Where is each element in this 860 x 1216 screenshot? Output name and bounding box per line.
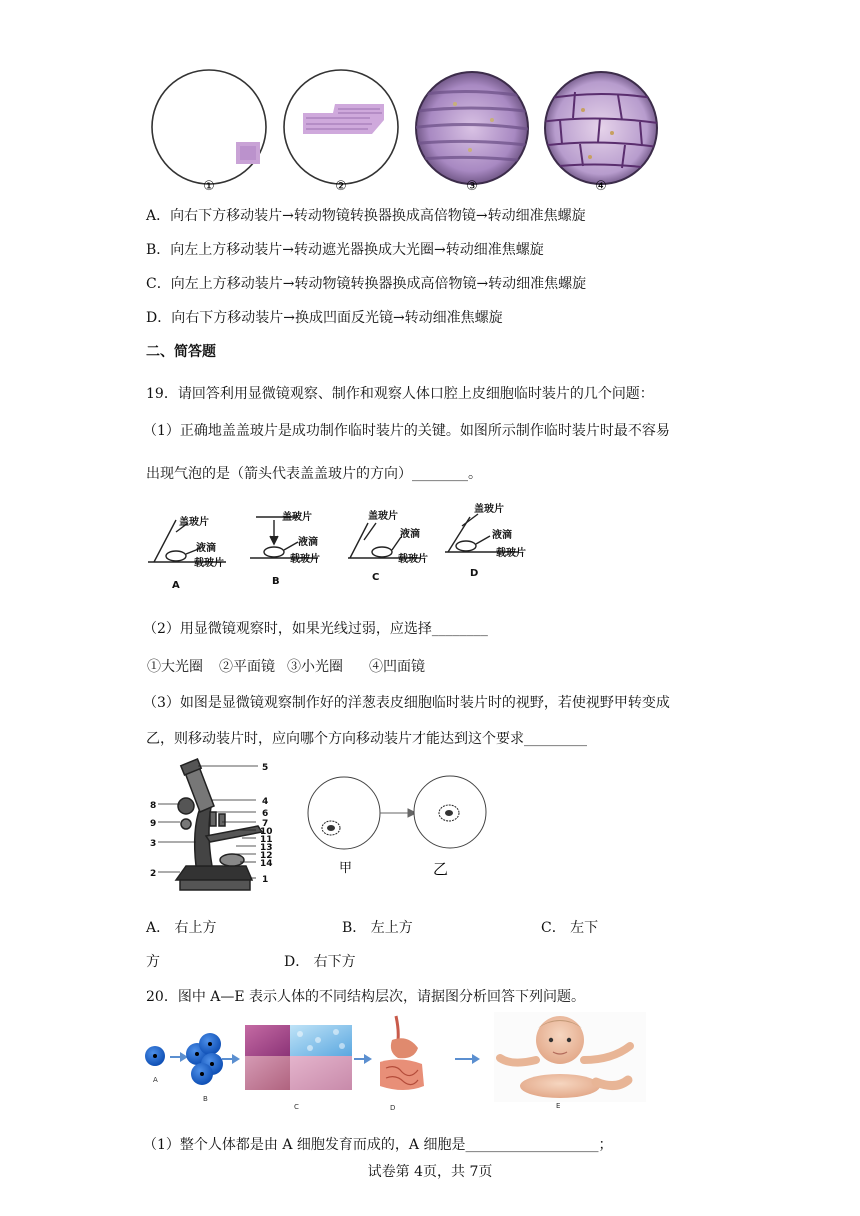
microscope-num-6: 6 bbox=[262, 809, 269, 819]
field-label-4: ④ bbox=[595, 179, 607, 194]
section-title: 二、简答题 bbox=[146, 344, 216, 360]
q19-part3-line2: 乙，则移动装片时，应向哪个方向移动装片才能达到这个要求_________ bbox=[146, 731, 587, 747]
q19-choice-c: C． 左下 bbox=[541, 920, 599, 936]
level-label-e: E bbox=[556, 1102, 561, 1110]
q19-choice-d: D． 右下方 bbox=[284, 954, 356, 970]
field-label-2: ② bbox=[335, 179, 347, 194]
level-a-cell bbox=[145, 1046, 165, 1066]
label-zaibo-a: 载玻片 bbox=[194, 558, 224, 569]
q19-part3-line1: （3）如图是显微镜观察制作好的洋葱表皮细胞临时装片时的视野，若使视野甲转变成 bbox=[143, 695, 670, 711]
letter-c: C bbox=[372, 572, 380, 583]
q19-part1-line2: 出现气泡的是（箭头代表盖盖玻片的方向）________。 bbox=[146, 466, 482, 482]
label-yedi-b: 液滴 bbox=[298, 537, 318, 548]
q19-choice-b: B． 左上方 bbox=[342, 920, 413, 936]
page-footer: 试卷第 4页，共 7页 bbox=[367, 1164, 493, 1180]
microscope-num-5: 5 bbox=[262, 763, 269, 773]
microscope-num-1: 1 bbox=[262, 875, 269, 885]
field-label-jia: 甲 bbox=[339, 861, 353, 876]
option-flat-mirror: ②平面镜 bbox=[219, 659, 275, 675]
q18-option-b: B．向左上方移动装片→转动遮光器换成大光圈→转动细准焦螺旋 bbox=[146, 242, 544, 258]
option-small-aperture: ③小光圈 bbox=[287, 659, 343, 675]
letter-d: D bbox=[470, 568, 479, 579]
label-zaibo-c: 载玻片 bbox=[398, 554, 428, 565]
microscope-num-10: 10 bbox=[260, 827, 273, 837]
label-yedi-a: 液滴 bbox=[196, 543, 216, 554]
microscope-num-12: 12 bbox=[260, 851, 273, 861]
level-label-a: A bbox=[153, 1076, 158, 1084]
label-gaibo-d: 盖玻片 bbox=[474, 504, 504, 515]
microscope-num-4: 4 bbox=[262, 797, 269, 807]
q19-choice-c-cont: 方 bbox=[146, 954, 160, 970]
q18-option-c: C．向左上方移动装片→转动物镜转换器换成高倍物镜→转动细准焦螺旋 bbox=[146, 276, 587, 292]
q19-part1-line1: （1）正确地盖盖玻片是成功制作临时装片的关键。如图所示制作临时装片时最不容易 bbox=[143, 423, 670, 439]
label-zaibo-b: 载玻片 bbox=[290, 554, 320, 565]
label-yedi-c: 液滴 bbox=[400, 529, 420, 540]
letter-b: B bbox=[272, 576, 280, 587]
option-concave-mirror: ④凹面镜 bbox=[369, 659, 425, 675]
level-label-c: C bbox=[294, 1103, 299, 1111]
microscope-num-7: 7 bbox=[262, 819, 269, 829]
q18-option-a: A．向右下方移动装片→转动物镜转换器换成高倍物镜→转动细准焦螺旋 bbox=[146, 208, 586, 224]
label-zaibo-d: 载玻片 bbox=[496, 548, 526, 559]
microscope-num-9: 9 bbox=[150, 819, 157, 829]
microscope-num-3: 3 bbox=[150, 839, 157, 849]
microscope-num-13: 13 bbox=[260, 843, 273, 853]
label-gaibo-b: 盖玻片 bbox=[282, 512, 312, 523]
q19-stem: 19．请回答利用显微镜观察、制作和观察人体口腔上皮细胞临时装片的几个问题： bbox=[146, 386, 654, 402]
q19-part2: （2）用显微镜观察时，如果光线过弱，应选择________ bbox=[143, 621, 488, 637]
level-b-cells bbox=[186, 1033, 223, 1085]
level-e-baby-image bbox=[494, 1012, 646, 1102]
field-label-3: ③ bbox=[466, 179, 478, 194]
microscope-num-8: 8 bbox=[150, 801, 157, 811]
microscope-num-2: 2 bbox=[150, 869, 157, 879]
q19-choice-a: A． 右上方 bbox=[146, 920, 217, 936]
label-yedi-d: 液滴 bbox=[492, 530, 512, 541]
q20-part1: （1）整个人体都是由 A 细胞发育而成的，A 细胞是___________________； bbox=[143, 1137, 613, 1153]
q18-option-d: D．向右下方移动装片→换成凹面反光镜→转动细准焦螺旋 bbox=[146, 310, 503, 326]
label-gaibo-a: 盖玻片 bbox=[179, 517, 209, 528]
letter-a: A bbox=[172, 580, 180, 591]
microscope-num-11: 11 bbox=[260, 835, 273, 845]
q20-stem: 20．图中 A—E 表示人体的不同结构层次，请据图分析回答下列问题。 bbox=[146, 989, 586, 1005]
level-label-b: B bbox=[203, 1095, 208, 1103]
field-label-1: ① bbox=[203, 179, 215, 194]
microscope-num-14: 14 bbox=[260, 859, 273, 869]
level-c-tissues bbox=[245, 1025, 352, 1090]
label-gaibo-c: 盖玻片 bbox=[368, 511, 398, 522]
field-label-yi: 乙 bbox=[433, 860, 449, 878]
level-d-organs bbox=[380, 1016, 424, 1090]
level-label-d: D bbox=[390, 1104, 396, 1112]
option-large-aperture: ①大光圈 bbox=[147, 659, 203, 675]
